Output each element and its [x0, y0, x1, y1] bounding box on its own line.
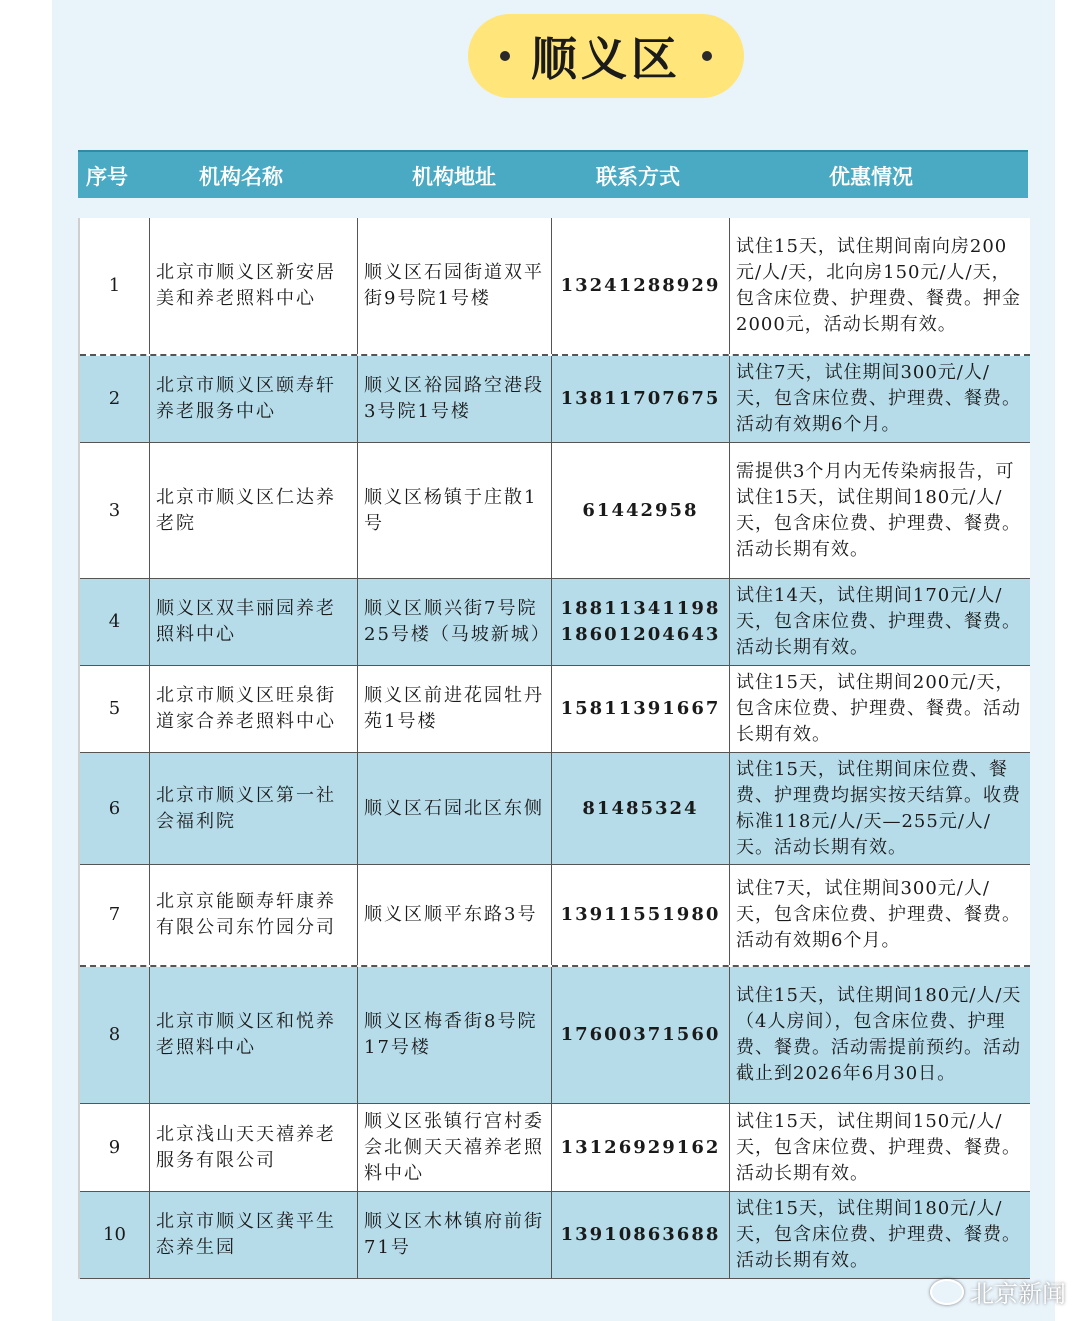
- district-title: 顺义区: [531, 32, 681, 86]
- table-row: [80, 865, 1030, 967]
- watermark-text: 北京新闻: [970, 1280, 1066, 1308]
- row-address: 顺义区前进花园牡丹苑1号楼: [358, 666, 552, 752]
- row-name: 北京京能颐寿轩康养有限公司东竹园分司: [150, 865, 358, 965]
- row-address: 顺义区裕园路空港段3号院1号楼: [358, 356, 552, 442]
- table-row: [80, 967, 1030, 1104]
- row-contact: 13241288929: [552, 218, 730, 354]
- header-name: 机构名称: [199, 165, 283, 189]
- row-offer: 试住15天，试住期间南向房200元/人/天，北向房150元/人/天，包含床位费、护理费、餐费。押金2000元，活动长期有效。: [736, 236, 1021, 335]
- table-row: [80, 1104, 1030, 1192]
- table-row: [80, 356, 1030, 443]
- dot-icon: [500, 51, 510, 61]
- table-row: [80, 666, 1030, 753]
- row-name: 北京市顺义区和悦养老照料中心: [150, 967, 358, 1103]
- row-index: 9: [80, 1104, 150, 1191]
- row-index: 8: [80, 967, 150, 1103]
- institution-table: [78, 218, 1030, 1279]
- row-name: 北京市顺义区龚平生态养生园: [150, 1192, 358, 1278]
- row-index: 7: [80, 865, 150, 965]
- table-row: [80, 218, 1030, 356]
- row-contact: 81485324: [552, 753, 730, 864]
- dot-icon: [702, 51, 712, 61]
- row-offer: 试住14天，试住期间170元/人/天，包含床位费、护理费、餐费。活动长期有效。: [736, 585, 1021, 658]
- contact-phone-2: 18601204643: [560, 624, 721, 645]
- row-index: 3: [80, 443, 150, 578]
- header-index: 序号: [86, 165, 128, 189]
- row-address: 顺义区梅香街8号院17号楼: [358, 967, 552, 1103]
- row-index: 10: [80, 1192, 150, 1278]
- row-offer: 试住7天，试住期间300元/人/天，包含床位费、护理费、餐费。活动有效期6个月。: [736, 878, 1021, 951]
- row-index: 2: [80, 356, 150, 442]
- row-name: 北京市顺义区旺泉街道家合养老照料中心: [150, 666, 358, 752]
- district-title-badge: [468, 14, 744, 98]
- table-row: [80, 1192, 1030, 1279]
- row-address: 顺义区顺兴街7号院25号楼（马坡新城）: [358, 579, 552, 665]
- row-contact: 61442958: [552, 443, 730, 578]
- row-address: 顺义区杨镇于庄散1号: [358, 443, 552, 578]
- contact-phone-1: 18811341198: [560, 598, 721, 619]
- row-offer: 需提供3个月内无传染病报告，可试住15天，试住期间180元/人/天，包含床位费、护理费、餐费。活动长期有效。: [736, 460, 1021, 560]
- row-offer: 试住15天，试住期间180元/人/天，包含床位费、护理费、餐费。活动长期有效。: [736, 1198, 1021, 1271]
- row-address: 顺义区顺平东路3号: [358, 865, 552, 965]
- row-offer: 试住15天，试住期间150元/人/天，包含床位费、护理费、餐费。活动长期有效。: [736, 1110, 1021, 1184]
- row-name: 北京浅山天天禧养老服务有限公司: [150, 1104, 358, 1191]
- table-row: [80, 753, 1030, 865]
- row-offer: 试住15天，试住期间200元/天，包含床位费、护理费、餐费。活动长期有效。: [736, 672, 1021, 745]
- row-name: 北京市顺义区颐寿轩养老服务中心: [150, 356, 358, 442]
- row-index: 1: [80, 218, 150, 354]
- table-row: [80, 443, 1030, 579]
- row-contact: 13910863688: [552, 1192, 730, 1278]
- row-address: 顺义区张镇行宫村委会北侧天天禧养老照料中心: [358, 1104, 552, 1191]
- table-header: [78, 150, 1028, 200]
- row-offer: 试住7天，试住期间300元/人/天，包含床位费、护理费、餐费。活动有效期6个月。: [736, 362, 1021, 435]
- row-name: 北京市顺义区新安居美和养老照料中心: [150, 218, 358, 354]
- row-offer: 试住15天，试住期间床位费、餐费、护理费均据实按天结算。收费标准118元/人/天—255元/人/天。活动长期有效。: [736, 758, 1021, 858]
- row-name: 北京市顺义区仁达养老院: [150, 443, 358, 578]
- row-contact: 13126929162: [552, 1104, 730, 1191]
- row-index: 6: [80, 753, 150, 864]
- row-name: 北京市顺义区第一社会福利院: [150, 753, 358, 864]
- header-offer: 优惠情况: [829, 165, 913, 189]
- header-contact: 联系方式: [596, 165, 680, 189]
- row-contact: [552, 579, 730, 665]
- row-contact: 13811707675: [552, 356, 730, 442]
- row-index: 4: [80, 579, 150, 665]
- row-contact: 17600371560: [552, 967, 730, 1103]
- header-address: 机构地址: [412, 165, 496, 189]
- row-index: 5: [80, 666, 150, 752]
- header-gap: [78, 198, 1028, 218]
- row-address: 顺义区木林镇府前街71号: [358, 1192, 552, 1278]
- row-address: 顺义区石园北区东侧: [358, 753, 552, 864]
- weibo-logo-icon: [930, 1279, 964, 1305]
- row-contact: 15811391667: [552, 666, 730, 752]
- row-offer: 试住15天，试住期间180元/人/天（4人房间），包含床位费、护理费、餐费。活动需提前预约。活动截止到2026年6月30日。: [736, 985, 1022, 1084]
- source-watermark: [930, 1274, 1066, 1309]
- table-row: [80, 579, 1030, 666]
- row-address: 顺义区石园街道双平街9号院1号楼: [358, 218, 552, 354]
- row-name: 顺义区双丰丽园养老照料中心: [150, 579, 358, 665]
- row-contact: 13911551980: [552, 865, 730, 965]
